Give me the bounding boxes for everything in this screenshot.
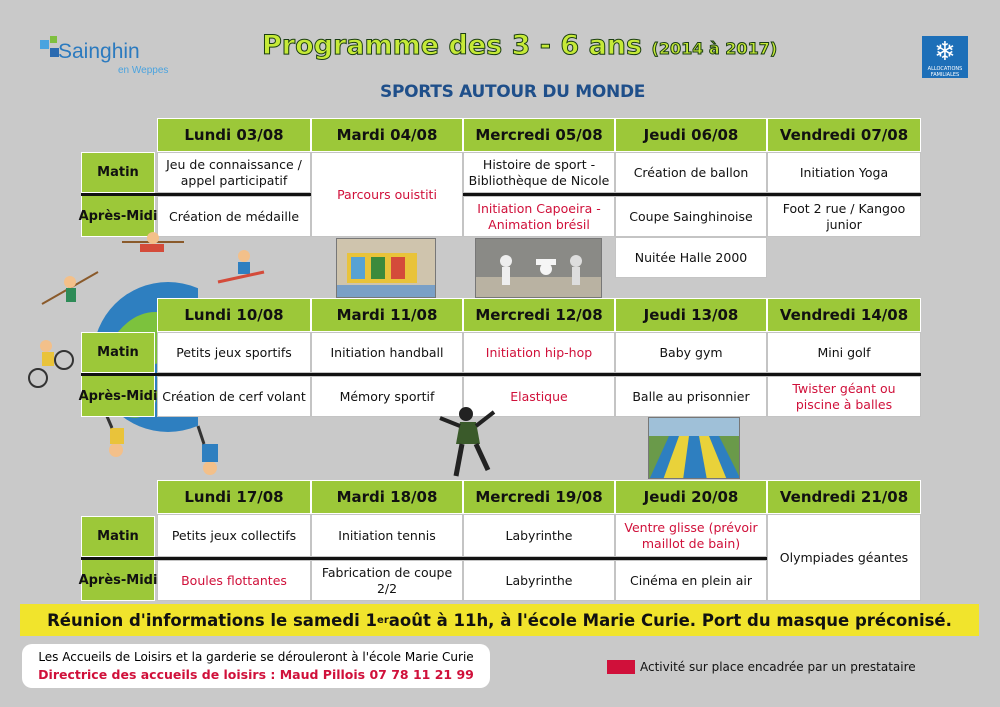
page-title xyxy=(262,30,777,61)
caf-logo xyxy=(922,36,968,78)
activity-cell: Initiation tennis xyxy=(311,514,463,557)
day-header: Lundi 10/08 xyxy=(157,298,311,332)
activity-cell: Petits jeux collectifs xyxy=(157,514,311,557)
activity-cell: Balle au prisonnier xyxy=(615,376,767,417)
activity-cell: Boules flottantes xyxy=(157,560,311,601)
day-header: Lundi 17/08 xyxy=(157,480,311,514)
activity-cell: Initiation Yoga xyxy=(767,152,921,193)
activity-cell: Cinéma en plein air xyxy=(615,560,767,601)
day-header: Jeudi 06/08 xyxy=(615,118,767,152)
day-header: Lundi 03/08 xyxy=(157,118,311,152)
activity-cell: Foot 2 rue / Kangoo junior xyxy=(767,196,921,237)
activity-cell: Twister géant ou piscine à balles xyxy=(767,376,921,417)
row-label-afternoon: Après-Midi xyxy=(81,375,155,417)
title-text: Programme des 3 - 6 ans xyxy=(262,30,643,61)
banner-text-end: août à 11h, à l'école Marie Curie. Port du masque préconisé. xyxy=(388,610,952,630)
javelin-kid-icon xyxy=(40,268,100,308)
day-header: Mardi 04/08 xyxy=(311,118,463,152)
activity-cell: Création de médaille xyxy=(157,196,311,237)
day-header: Jeudi 13/08 xyxy=(615,298,767,332)
row-label-afternoon: Après-Midi xyxy=(81,559,155,601)
activity-cell: Création de cerf volant xyxy=(157,376,311,417)
row-label-morning: Matin xyxy=(81,332,155,373)
gymnast-kid-icon xyxy=(118,228,188,268)
activity-cell: Mini golf xyxy=(767,332,921,373)
banner-text: Réunion d'informations le samedi 1 xyxy=(47,610,378,630)
activity-cell: Jeu de connaissance / appel participatif xyxy=(157,152,311,193)
activity-cell: Elastique xyxy=(463,376,615,417)
legend-text: Activité sur place encadrée par un prestataire xyxy=(640,660,916,674)
activity-cell: Labyrinthe xyxy=(463,514,615,557)
info-box xyxy=(22,644,490,688)
activity-cell: Initiation hip-hop xyxy=(463,332,615,373)
activity-cell: Parcours ouistiti xyxy=(311,152,463,237)
day-header: Vendredi 07/08 xyxy=(767,118,921,152)
day-header: Mercredi 19/08 xyxy=(463,480,615,514)
activity-cell: Mémory sportif xyxy=(311,376,463,417)
logo-sub: en Weppes xyxy=(118,65,169,76)
activity-cell: Initiation handball xyxy=(311,332,463,373)
day-header: Vendredi 14/08 xyxy=(767,298,921,332)
activity-cell: Olympiades géantes xyxy=(767,514,921,601)
title-years: (2014 à 2017) xyxy=(651,39,778,58)
logo-square-icon xyxy=(40,40,49,49)
activity-cell: Initiation Capoeira - Animation brésil xyxy=(463,196,615,237)
row-label-morning: Matin xyxy=(81,516,155,557)
row-label-morning: Matin xyxy=(81,152,155,193)
playground-photo xyxy=(336,238,436,298)
row-label-afternoon: Après-Midi xyxy=(81,195,155,237)
legend-swatch xyxy=(607,660,635,674)
day-header: Mardi 11/08 xyxy=(311,298,463,332)
activity-cell: Nuitée Halle 2000 xyxy=(615,237,767,278)
day-header: Mercredi 12/08 xyxy=(463,298,615,332)
logo-brand: Sainghin xyxy=(58,40,140,63)
activity-cell: Labyrinthe xyxy=(463,560,615,601)
banner-sup: er xyxy=(377,614,389,626)
activity-cell: Baby gym xyxy=(615,332,767,373)
activity-cell: Histoire de sport - Bibliothèque de Nicole xyxy=(463,152,615,193)
hiphop-dancer-image xyxy=(436,404,498,480)
day-header: Mardi 18/08 xyxy=(311,480,463,514)
page-subtitle: SPORTS AUTOUR DU MONDE xyxy=(380,82,646,102)
capoeira-photo xyxy=(475,238,602,298)
info-line-2: Directrice des accueils de loisirs : Maud Pillois 07 78 11 21 99 xyxy=(38,667,474,682)
info-banner xyxy=(20,604,979,636)
info-line-1: Les Accueils de Loisirs et la garderie se dérouleront à l'école Marie Curie xyxy=(38,650,474,664)
sainghin-logo xyxy=(40,36,170,80)
activity-cell: Ventre glisse (prévoir maillot de bain) xyxy=(615,514,767,557)
snowflake-icon: ❄ xyxy=(934,37,956,67)
activity-cell: Fabrication de coupe 2/2 xyxy=(311,560,463,601)
logo-square-icon xyxy=(50,36,57,43)
hurdle-kid-icon xyxy=(208,246,268,286)
activity-cell: Petits jeux sportifs xyxy=(157,332,311,373)
caf-caption: ALLOCATIONS FAMILIALES xyxy=(927,66,963,78)
cyclist-kid-icon xyxy=(24,330,74,390)
slide-photo xyxy=(648,417,740,479)
activity-cell: Création de ballon xyxy=(615,152,767,193)
activity-cell: Coupe Sainghinoise xyxy=(615,196,767,237)
day-header: Mercredi 05/08 xyxy=(463,118,615,152)
upside-kid-icon xyxy=(188,422,234,480)
dancing-kid-icon xyxy=(92,410,152,470)
day-header: Jeudi 20/08 xyxy=(615,480,767,514)
day-header: Vendredi 21/08 xyxy=(767,480,921,514)
